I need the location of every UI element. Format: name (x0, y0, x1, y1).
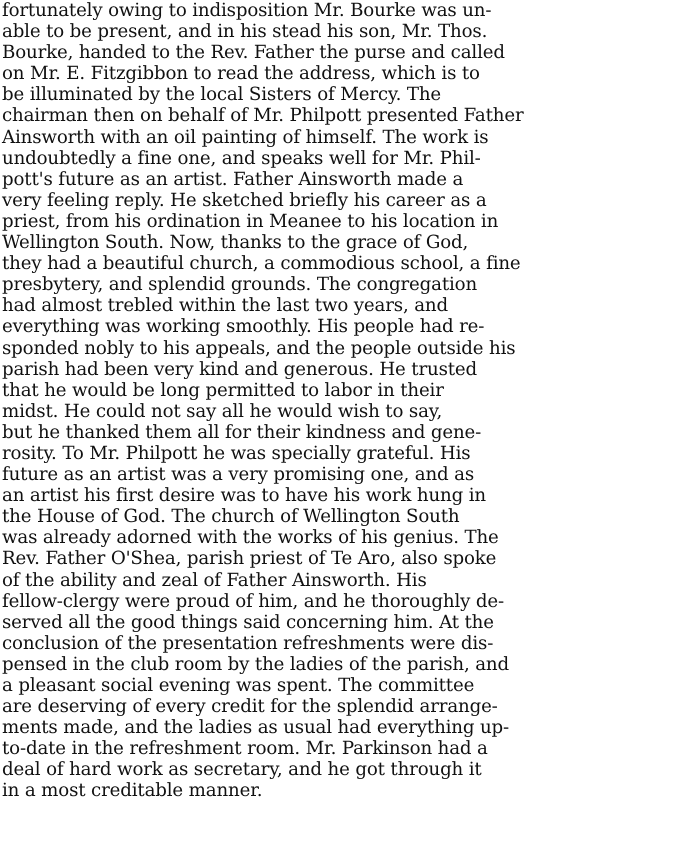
article-line-38: in a most creditable manner. (2, 780, 263, 802)
newspaper-page (2, 0, 675, 862)
article-line-34: are deserving of every credit for the splendid arrange- (2, 696, 498, 718)
article-line-37: deal of hard work as secretary, and he got through it (2, 759, 482, 781)
article-line-33: a pleasant social evening was spent. The committee (2, 675, 475, 696)
article-line-24: an artist his first desire was to have his work hung in (2, 485, 486, 507)
article-line-27: Rev. Father O'Shea, parish priest of Te Aro, also spoke (2, 548, 497, 570)
article-line-31: conclusion of the presentation refreshments were dis- (2, 632, 494, 654)
article-line-13: they had a beautiful church, a commodious school, a fine (2, 253, 521, 275)
article-line-35: ments made, and the ladies as usual had everything up- (2, 717, 510, 739)
article-line-30: served all the good things said concerning him. At the (2, 611, 494, 633)
article-line-11: priest, from his ordination in Meanee to his location in (2, 210, 499, 232)
article-line-15: had almost trebled within the last two years, and (2, 295, 448, 317)
article-line-25: the House of God. The church of Wellington South (2, 506, 460, 528)
article-line-16: everything was working smoothly. His people had re- (2, 316, 485, 338)
article-line-29: fellow-clergy were proud of him, and he thoroughly de- (2, 590, 504, 612)
article-line-32: pensed in the club room by the ladies of the parish, and (2, 653, 509, 675)
article-line-9: pott's future as an artist. Father Ainsworth made a (2, 168, 464, 190)
article-line-18: parish had been very kind and generous. He trusted (2, 358, 478, 380)
article-line-10: very feeling reply. He sketched briefly his career as a (2, 189, 487, 211)
article-line-6: chairman then on behalf of Mr. Philpott presented Father (2, 105, 524, 127)
article-line-8: undoubtedly a fine one, and speaks well for Mr. Phil- (2, 147, 481, 169)
article-line-5: be illuminated by the local Sisters of Mercy. The (2, 84, 442, 106)
article-line-14: presbytery, and splendid grounds. The congregation (2, 274, 478, 296)
article-line-4: on Mr. E. Fitzgibbon to read the address, which is to (2, 63, 480, 85)
article-line-20: midst. He could not say all he would wish to say, (2, 400, 443, 422)
article-line-22: rosity. To Mr. Philpott he was specially grateful. His (2, 442, 471, 464)
article-line-36: to-date in the refreshment room. Mr. Parkinson had a (2, 738, 488, 760)
article-line-21: but he thanked them all for their kindness and gene- (2, 421, 482, 443)
article-line-2: able to be present, and in his stead his son, Mr. Thos. (2, 21, 488, 43)
article-line-17: sponded nobly to his appeals, and the people outside his (2, 337, 516, 359)
article-line-26: was already adorned with the works of his genius. The (2, 527, 499, 549)
article-line-1: fortunately owing to indisposition Mr. Bourke was un- (2, 0, 492, 21)
article-line-7: Ainsworth with an oil painting of himself. The work is (2, 126, 489, 148)
article-line-28: of the ability and zeal of Father Ainsworth. His (2, 569, 427, 591)
article-line-12: Wellington South. Now, thanks to the grace of God, (2, 232, 469, 254)
article-line-23: future as an artist was a very promising one, and as (2, 464, 475, 486)
article-body (2, 0, 675, 802)
article-line-3: Bourke, handed to the Rev. Father the purse and called (2, 42, 505, 64)
article-line-19: that he would be long permitted to labor in their (2, 379, 444, 401)
